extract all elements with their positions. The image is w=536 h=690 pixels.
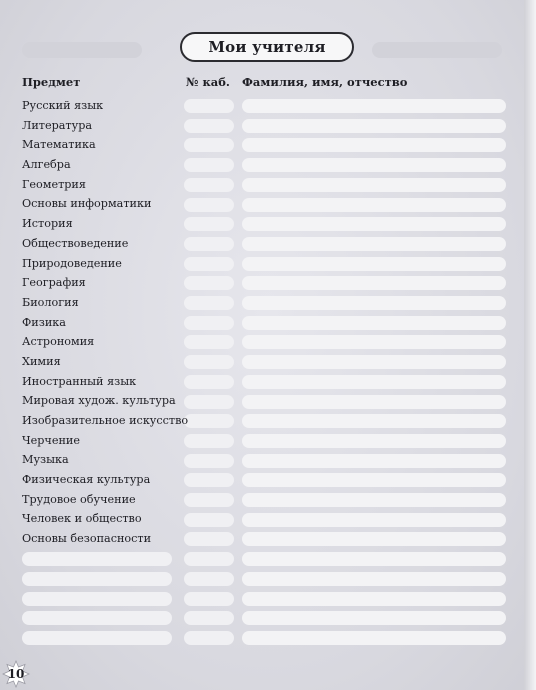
subject-cell[interactable] [22, 611, 172, 625]
subject-cell[interactable] [22, 592, 172, 606]
name-cell[interactable] [242, 316, 506, 330]
name-cell[interactable] [242, 178, 506, 192]
room-cell[interactable] [184, 276, 234, 290]
room-cell[interactable] [184, 473, 234, 487]
name-cell[interactable] [242, 552, 506, 566]
room-cell[interactable] [184, 237, 234, 251]
name-cell[interactable] [242, 355, 506, 369]
column-header-room: № каб. [186, 75, 230, 89]
room-cell[interactable] [184, 454, 234, 468]
name-cell[interactable] [242, 335, 506, 349]
name-cell[interactable] [242, 414, 506, 428]
subject-label: Музыка [22, 453, 69, 467]
name-cell[interactable] [242, 158, 506, 172]
room-cell[interactable] [184, 414, 234, 428]
room-cell[interactable] [184, 138, 234, 152]
page-title-text: Мои учителя [208, 38, 326, 56]
subject-label: Основы безопасности [22, 532, 152, 546]
name-cell[interactable] [242, 611, 506, 625]
column-header-name: Фамилия, имя, отчество [242, 75, 408, 89]
room-cell[interactable] [184, 178, 234, 192]
subject-label: Черчение [22, 433, 80, 447]
room-cell[interactable] [184, 316, 234, 330]
name-cell[interactable] [242, 119, 506, 133]
subject-label: Химия [22, 354, 61, 368]
name-cell[interactable] [242, 532, 506, 546]
name-cell[interactable] [242, 276, 506, 290]
name-cell[interactable] [242, 138, 506, 152]
name-cell[interactable] [242, 513, 506, 527]
subject-label: Основы информатики [22, 197, 152, 211]
name-cell[interactable] [242, 296, 506, 310]
subject-cell[interactable] [22, 552, 172, 566]
subject-label: Астрономия [22, 335, 95, 349]
name-cell[interactable] [242, 395, 506, 409]
name-cell[interactable] [242, 99, 506, 113]
page-title [180, 32, 354, 62]
room-cell[interactable] [184, 335, 234, 349]
name-cell[interactable] [242, 473, 506, 487]
room-cell[interactable] [184, 296, 234, 310]
subject-cell[interactable] [22, 631, 172, 645]
name-cell[interactable] [242, 454, 506, 468]
room-cell[interactable] [184, 257, 234, 271]
subject-label: История [22, 217, 73, 231]
subject-label: Математика [22, 138, 96, 152]
subject-label: Русский язык [22, 99, 104, 112]
subject-label: Изобразительное искусство [22, 414, 189, 427]
room-cell[interactable] [184, 158, 234, 172]
name-cell[interactable] [242, 217, 506, 231]
room-cell[interactable] [184, 99, 234, 113]
subject-label: Геометрия [22, 177, 86, 191]
name-cell[interactable] [242, 375, 506, 389]
subject-label: Литература [22, 118, 93, 132]
page-edge [524, 0, 536, 690]
room-cell[interactable] [184, 592, 234, 606]
subject-label: Человек и общество [22, 512, 142, 526]
subject-label: Обществоведение [22, 236, 129, 250]
room-cell[interactable] [184, 513, 234, 527]
column-header-subject: Предмет [22, 75, 81, 89]
subject-label: Физическая культура [22, 473, 151, 487]
page-number: 10 [7, 667, 25, 681]
subject-label: Биология [22, 295, 79, 309]
room-cell[interactable] [184, 355, 234, 369]
name-cell[interactable] [242, 592, 506, 606]
room-cell[interactable] [184, 611, 234, 625]
subject-label: География [22, 276, 86, 290]
name-cell[interactable] [242, 631, 506, 645]
room-cell[interactable] [184, 217, 234, 231]
room-cell[interactable] [184, 572, 234, 586]
name-cell[interactable] [242, 257, 506, 271]
room-cell[interactable] [184, 198, 234, 212]
room-cell[interactable] [184, 119, 234, 133]
name-cell[interactable] [242, 237, 506, 251]
subject-label: Физика [22, 315, 66, 329]
subject-list [22, 96, 188, 549]
room-cell[interactable] [184, 631, 234, 645]
room-cell[interactable] [184, 493, 234, 507]
name-cell[interactable] [242, 434, 506, 448]
room-cell[interactable] [184, 395, 234, 409]
room-cell[interactable] [184, 552, 234, 566]
subject-label: Алгебра [22, 158, 71, 172]
room-cell[interactable] [184, 532, 234, 546]
name-cell[interactable] [242, 493, 506, 507]
name-cell[interactable] [242, 198, 506, 212]
subject-cell[interactable] [22, 572, 172, 586]
subject-label: Иностранный язык [22, 374, 137, 388]
subject-label: Природоведение [22, 256, 122, 270]
room-cell[interactable] [184, 434, 234, 448]
room-cell[interactable] [184, 375, 234, 389]
title-ornament-left [22, 42, 142, 58]
subject-label: Мировая худож. культура [22, 394, 176, 408]
name-cell[interactable] [242, 572, 506, 586]
page-number-badge [2, 660, 30, 688]
subject-label: Трудовое обучение [22, 492, 136, 506]
title-ornament-right [372, 42, 502, 58]
